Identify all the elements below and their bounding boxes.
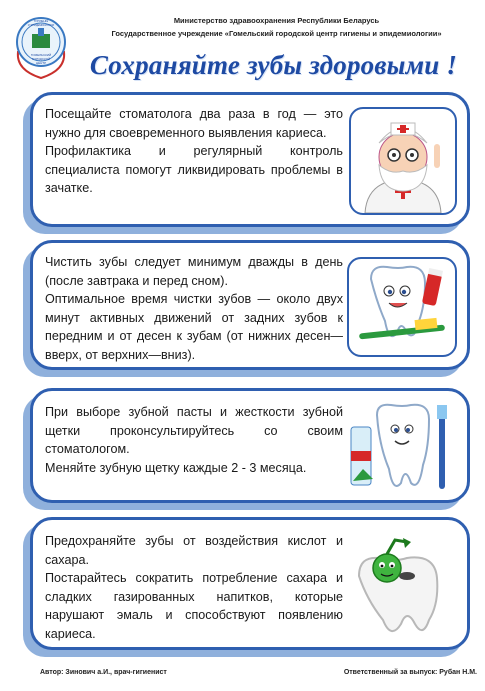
tip-text: [45, 532, 343, 644]
tip-paragraph: Посещайте стоматолога два раза в год — это нужно для своевременного выявления кариеса.: [45, 107, 343, 140]
svg-text:ГОРОДСКОЙ: ГОРОДСКОЙ: [31, 57, 51, 61]
tip-text: [45, 105, 343, 198]
tooth-icon: [349, 259, 455, 355]
ministry-name: Министерство здравоохранения Республики Беларусь: [173, 16, 380, 25]
tip-text: [45, 403, 343, 477]
author-credit: Автор: Зинович а.И., врач-гигиенист: [40, 669, 167, 676]
svg-text:ГИГИЕНЫ: ГИГИЕНЫ: [33, 19, 49, 23]
tip-card-brushing: [30, 240, 470, 370]
tip-paragraph: Постарайтесь сократить потребление сахара и сладких газированных напитков, которые нарушают эмаль и способствуют появлению кариеса.: [45, 571, 343, 641]
caries-illustration: [345, 528, 457, 640]
dentist-illustration: [349, 107, 457, 215]
svg-text:ЦЕНТР: ЦЕНТР: [35, 61, 47, 65]
tip-paragraph: Профилактика и регулярный контроль специалиста помогут ликвидировать проблемы в зачатке.: [45, 144, 343, 196]
tooth-with-germ-icon: [345, 528, 457, 640]
tip-paragraph: При выборе зубной пасты и жесткости зубной щетки проконсультируйтесь со своим стоматологом.: [45, 405, 343, 457]
tip-card-toothpaste: [30, 388, 470, 503]
tip-text: [45, 253, 343, 365]
page-title: Сохраняйте зубы здоровыми !: [89, 50, 458, 80]
tip-card-dentist-visits: [30, 92, 470, 227]
responsible-credit: Ответственный за выпуск: Рубан Н.М.: [343, 669, 477, 676]
toothpaste-illustration: [347, 399, 457, 495]
svg-text:И ЭПИДЕМИОЛОГИИ: И ЭПИДЕМИОЛОГИИ: [27, 24, 55, 27]
tooth-with-toothpaste-icon: [347, 399, 457, 495]
svg-text:ГОМЕЛЬСКИЙ: ГОМЕЛЬСКИЙ: [30, 53, 52, 57]
tip-card-acids-sugar: [30, 517, 470, 650]
tooth-toothbrush-illustration: [347, 257, 457, 357]
dentist-icon: [351, 109, 455, 213]
institution-name: Государственное учреждение «Гомельский городской центр гигиены и эпидемиологии»: [111, 29, 442, 38]
tip-paragraph: Оптимальное время чистки зубов — около двух минут активных движений от задних зубов к передним и от десен к зубам (от нижних десен—вверх, от верхних—вниз).: [45, 292, 343, 362]
organization-logo: [12, 8, 70, 84]
tip-paragraph: Чистить зубы следует минимум дважды в день (после завтрака и перед сном).: [45, 255, 343, 288]
tip-paragraph: Меняйте зубную щетку каждые 2 - 3 месяца.: [45, 460, 307, 475]
tip-paragraph: Предохраняйте зубы от воздействия кислот и сахара.: [45, 534, 343, 567]
